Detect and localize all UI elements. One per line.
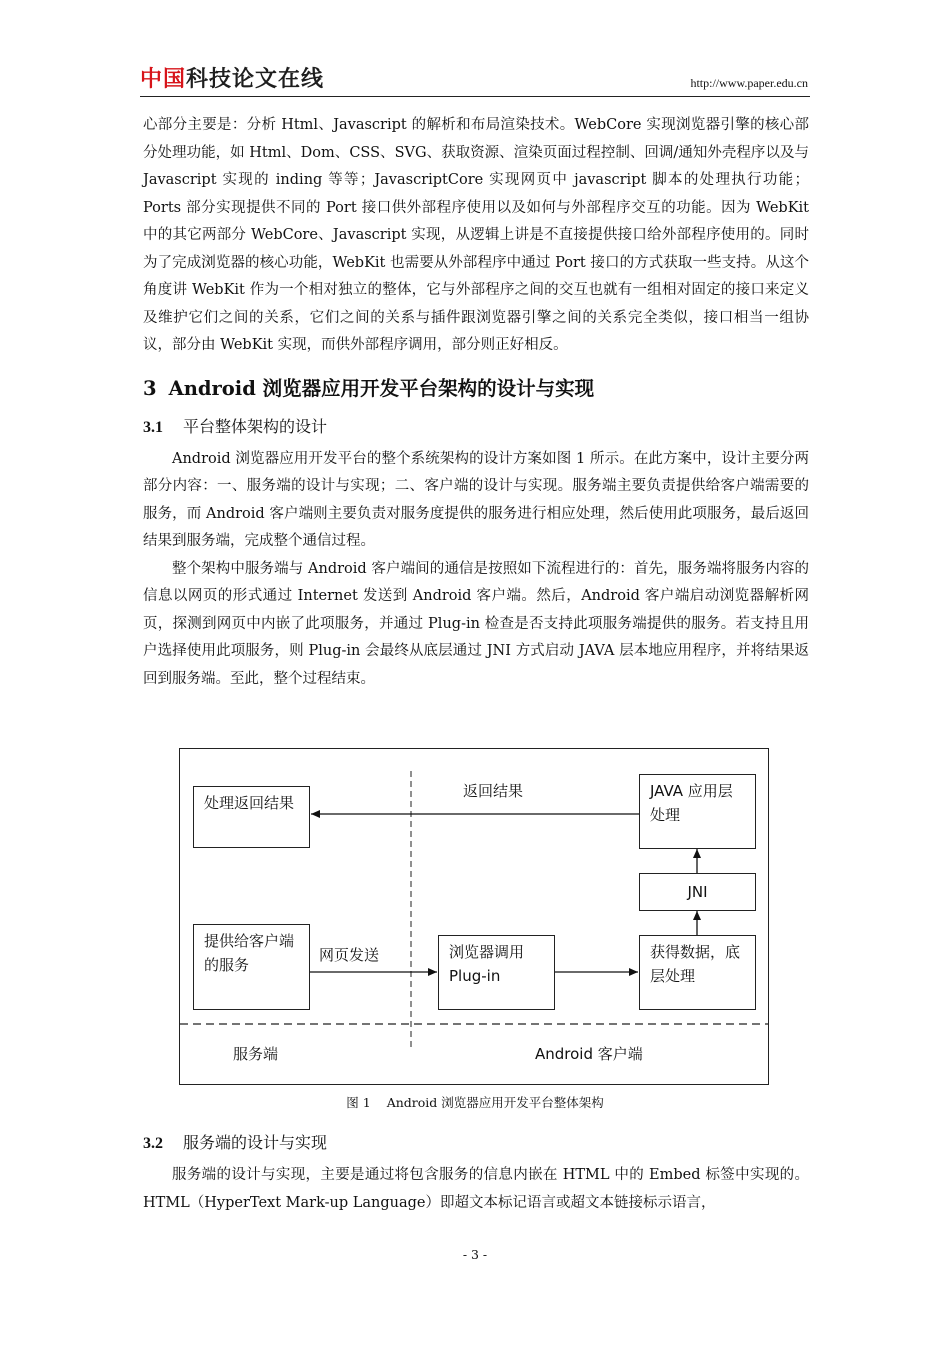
provide-service-box: 提供给客户端的服务 <box>193 924 310 1010</box>
figure-1-caption-text: Android 浏览器应用开发平台整体架构 <box>386 1095 604 1110</box>
browser-plugin-box <box>438 935 555 1010</box>
intro-paragraph: 心部分主要是：分析 Html、Javascript 的解析和布局渲染技术。WebCore 实现浏览器引擎的核心部分处理功能，如 Html、Dom、CSS、SVG、获取资源、渲染页面过程控制、回调/通知外壳程序以及与 Javascript 实现的 inding 等等；JavascriptCore 实现网页中 javascript 脚本的处理执行功能；Ports 部分实现提供不同的 Port 接口供外部程序使用以及如何与外部程序交互的功能。因为 WebKit 中的其它两部分 WebCore、Javascript 实现，从逻辑上讲是不直接提供接口给外部程序使用的。同时为了完成浏览器的核心功能，WebKit 也需要从外部程序中通过 Port 接口的方式获取一些支持。从这个角度讲 WebKit 作为一个相对独立的整体，它与外部程序之间的交互也就有一组相对固定的接口来定义及维护它们之间的关系，它们之间的关系与插件跟浏览器引擎之间的关系完全类似，接口相当一组协议，部分由 WebKit 实现，而供外部程序调用，部分则正好相反。 <box>143 117 809 353</box>
server-label: 服务端 <box>233 1045 279 1063</box>
figure-1-caption <box>0 1093 950 1111</box>
get-data-box: 获得数据，底层处理 <box>639 935 756 1010</box>
section-3-1-paragraph-2: 整个架构中服务端与 Android 客户端间的通信是按照如下流程进行的：首先，服务端将服务内容的信息以网页的形式通过 Internet 发送到 Android 客户端。然后，Android 客户端启动浏览器解析网页，探测到网页中内嵌了此项服务，并通过 Plug-in 检查是否支持此项服务端提供的服务。若支持且用户选择使用此项服务，则 Plug-in 会最终从底层通过 JNI 方式启动 JAVA 层本地应用程序，并将结果返回到服务端。至此，整个过程结束。 <box>143 560 809 687</box>
logo-red-text: 中国 <box>140 67 187 92</box>
page-content <box>143 112 809 693</box>
section-3-2-number: 3.2 <box>143 1135 163 1152</box>
browser-plugin-line-1: 浏览器调用 <box>449 943 525 961</box>
journal-logo <box>140 66 324 94</box>
section-3-heading <box>143 373 809 405</box>
process-result-box: 处理返回结果 <box>193 786 310 848</box>
section-3-1-paragraph-1: Android 浏览器应用开发平台的整个系统架构的设计方案如图 1 所示。在此方案中，设计主要分两部分内容：一、服务端的设计与实现；二、客户端的设计与实现。服务端主要负责提供给客户端需要的服务，而 Android 客户端则主要负责对服务度提供的服务进行相应处理，然后使用此项服务，最后返回结果到服务端，完成整个通信过程。 <box>143 450 809 549</box>
section-3-1-title: 平台整体架构的设计 <box>183 416 328 436</box>
logo-dark-text: 科技论文在线 <box>186 67 325 92</box>
client-label: Android 客户端 <box>535 1045 643 1063</box>
browser-plugin-line-2: Plug-in <box>449 967 501 985</box>
page-header <box>140 66 810 97</box>
section-3-1-heading <box>143 412 809 443</box>
header-url[interactable]: http://www.paper.edu.cn <box>690 76 808 90</box>
web-send-label: 网页发送 <box>319 946 380 964</box>
java-layer-box: JAVA 应用层处理 <box>639 774 756 849</box>
jni-box: JNI <box>639 873 756 911</box>
section-3-1-number: 3.1 <box>143 418 163 436</box>
section-3-2-paragraph: 服务端的设计与实现，主要是通过将包含服务的信息内嵌在 HTML 中的 Embed 标签中实现的。HTML（HyperText Mark-up Language）即超文本标记语言或超文本链接标示语言， <box>143 1167 809 1211</box>
section-3-2-title: 服务端的设计与实现 <box>183 1133 328 1152</box>
return-result-label: 返回结果 <box>463 782 524 800</box>
section-3-2-heading <box>143 1128 809 1159</box>
figure-1-caption-number: 图 1 <box>346 1095 371 1110</box>
section-3-2 <box>143 1124 809 1217</box>
page-number: - 3 - <box>462 1247 488 1262</box>
section-3-title: Android 浏览器应用开发平台架构的设计与实现 <box>168 376 595 400</box>
figure-1-diagram <box>179 748 769 1085</box>
section-3-number: 3 <box>143 376 157 400</box>
